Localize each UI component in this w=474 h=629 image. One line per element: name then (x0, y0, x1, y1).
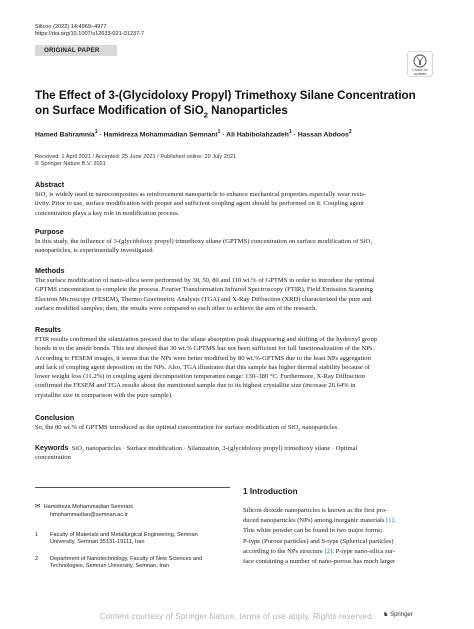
methods-line: The surface modification of nano-silica were performed by 30, 50, 80 and 110 wt.% of GPTMS in order to introduce the optimal (35, 277, 375, 284)
abstract-line: SiO₂ is widely used in nanocomposites as reinforcement nanoparticle to enhance mechanical properties especially wear resis- (35, 191, 366, 198)
keywords-line: Keywords SiO₂ nanoparticles · Surface modification · Silanization, 3-(glycidoloxy propyl) trimethoxy silane · Optimal (35, 445, 358, 452)
results-line: bonds in to the amide bonds. This test showed that 30 wt.% GPTMS has not been sufficient for full functionalization of the NPs. (35, 345, 375, 353)
check-updates-line1: Check for (412, 68, 428, 72)
springer-horse-icon: ♞ (383, 612, 389, 618)
intro-line: Silicon dioxide nanoparticles is known as the first pro- (243, 507, 388, 514)
affiliation-2: Department of Nanotechnology, Faculty of New Sciences and Technologies, Semnan University, Semnan, Iran (50, 556, 203, 570)
purpose-text (35, 237, 440, 256)
journal-citation: Silicon (2022) 14:4969–4977 (35, 24, 107, 30)
badge-label: ORIGINAL PAPER (44, 47, 100, 54)
doi-link[interactable]: https://doi.org/10.1007/s12633-021-01237-7 (35, 31, 145, 38)
intro-line: according to the NPs structure [2]. P-type nano-silica sur- (243, 547, 396, 555)
copyright-line: © Springer Nature B.V. 2021 (35, 161, 106, 168)
results-line: lower weight loss (11.2%) in coupling agent decomposition temperature range: 130–380 °C. Furthermore, X-Ray Diffraction (35, 373, 365, 381)
methods-line: Electron Microscopy (FESEM), Thermo Gravimetric Analysis (TGA) and X-Ray Diffraction (XRD) characterized the pure and (35, 295, 372, 303)
introduction-heading: 1 Introduction (243, 487, 298, 496)
intro-line: duced nanoparticles (NPs) among inorganic materials [1]. (243, 517, 396, 525)
article-type-badge (35, 45, 117, 56)
results-text (35, 335, 440, 400)
citation-link[interactable]: [1] (386, 517, 394, 525)
title-line1: The Effect of 3-(Glycidoloxy Propyl) Trimethoxy Silane Concentration (35, 89, 416, 102)
methods-line: surface modified samples; then, the results were compared to each other to achieve the aim of the research. (35, 304, 318, 312)
intro-line: This white powder can be found in two major forms; (243, 527, 383, 535)
keywords-label: Keywords (35, 445, 69, 452)
introduction-text (243, 506, 440, 567)
author-link[interactable]: Hamed Bahramnia (35, 131, 95, 139)
results-line: crystallite size in comparison with the pure sample). (35, 391, 173, 399)
title-line2: on Surface Modification of SiO$_2$ Nanoparticles (35, 103, 288, 120)
results-line: confirmed the FESEM and TGA results about the mentioned sample due to its highest crystallite size (increase 26.64% in (35, 382, 356, 390)
affiliation-number: 2 (35, 556, 39, 562)
publication-dates (35, 154, 236, 168)
article-title (35, 89, 440, 123)
results-line: FTIR results confirmed the silanization proceed due to the silane absorption peak disappearing and shifting of the hydroxyl group (35, 336, 378, 343)
results-line: According to FESEM images, it seems that the NPs were better modified by 80 wt.%-GPTMS due to the least NPs aggregation (35, 354, 371, 362)
conclusion-line: So, the 80 wt.% of GPTMS introduced as the optimal concentration for surface modification of SiO₂ nanoparticles. (35, 424, 339, 431)
methods-text (35, 276, 440, 313)
methods-line: GPTMS concentration to complete the process. Fourier Transformation Infrared Spectroscopy (FTIR), Field Emission Scanning (35, 286, 373, 294)
author-link[interactable]: Hassan Abdoos (297, 131, 349, 139)
affiliation-1: Faculty of Materials and Metallurgical Engineering, Semnan University, Semnan 35131-19111, Iran (50, 532, 198, 546)
abstract-heading: Abstract (35, 180, 65, 189)
intro-line: P-type (Porous particles) and S-type (Spherical particles) (243, 537, 394, 545)
abstract-line: concentration plays a key role in modification process. (35, 209, 180, 217)
corresponding-author: ✉ Hamidreza Mohammadian Semnani (35, 503, 133, 510)
mail-icon: ✉ (35, 503, 41, 510)
dates-line: Received: 1 April 2021 / Accepted: 25 June 2021 / Published online: 29 July 2021 (35, 154, 237, 160)
keywords-line: concentration (35, 454, 71, 462)
author-link[interactable]: Hamidreza Mohammadian Semnani (103, 131, 218, 139)
purpose-line: nanoparticles, is experimentally investigated. (35, 247, 155, 255)
abstract-line: tivity. Prior to use, surface modification with proper and sufficient coupling agent should be performed on it. Coupling agent (35, 200, 364, 208)
intro-line: face containing a number of nano-porous has much larger (243, 558, 396, 566)
journal-header (35, 24, 144, 39)
results-heading: Results (35, 325, 61, 334)
purpose-heading: Purpose (35, 227, 64, 236)
keywords (35, 444, 440, 463)
corresponding-email[interactable]: hmohammadian@semnan.ac.ir (50, 512, 128, 518)
affiliation-number: 1 (35, 532, 39, 538)
springer-logo: ♞ Springer (383, 612, 413, 618)
check-for-updates-button[interactable] (407, 51, 433, 77)
results-line: and lack of coupling agent deposition on the NPs. Also, TGA illustrates that this sample has higher thermal stability because of (35, 363, 370, 371)
abstract-text (35, 190, 440, 218)
courtesy-notice: Content courtesy of Springer Nature, terms of use apply. Rights reserved. (99, 612, 375, 621)
author-list: Hamed Bahramnia$^1$ · Hamidreza Mohammadian Semnani$^1$ · Ali Habibolahzadeh$^1$ · Hassan Abdoos$^2$ (35, 129, 352, 139)
citation-link[interactable]: [2] (324, 547, 333, 555)
conclusion-text (35, 423, 440, 432)
footnote-divider (35, 487, 230, 488)
author-link[interactable]: Ali Habibolahzadeh (226, 131, 289, 139)
conclusion-heading: Conclusion (35, 413, 75, 422)
purpose-line: In this study, the influence of 3-(glycidoloxy propyl) trimethoxy silane (GPTMS) concentration on surface modification of SiO₂ (35, 238, 373, 245)
check-updates-line2: updates (413, 72, 427, 76)
methods-heading: Methods (35, 266, 65, 275)
